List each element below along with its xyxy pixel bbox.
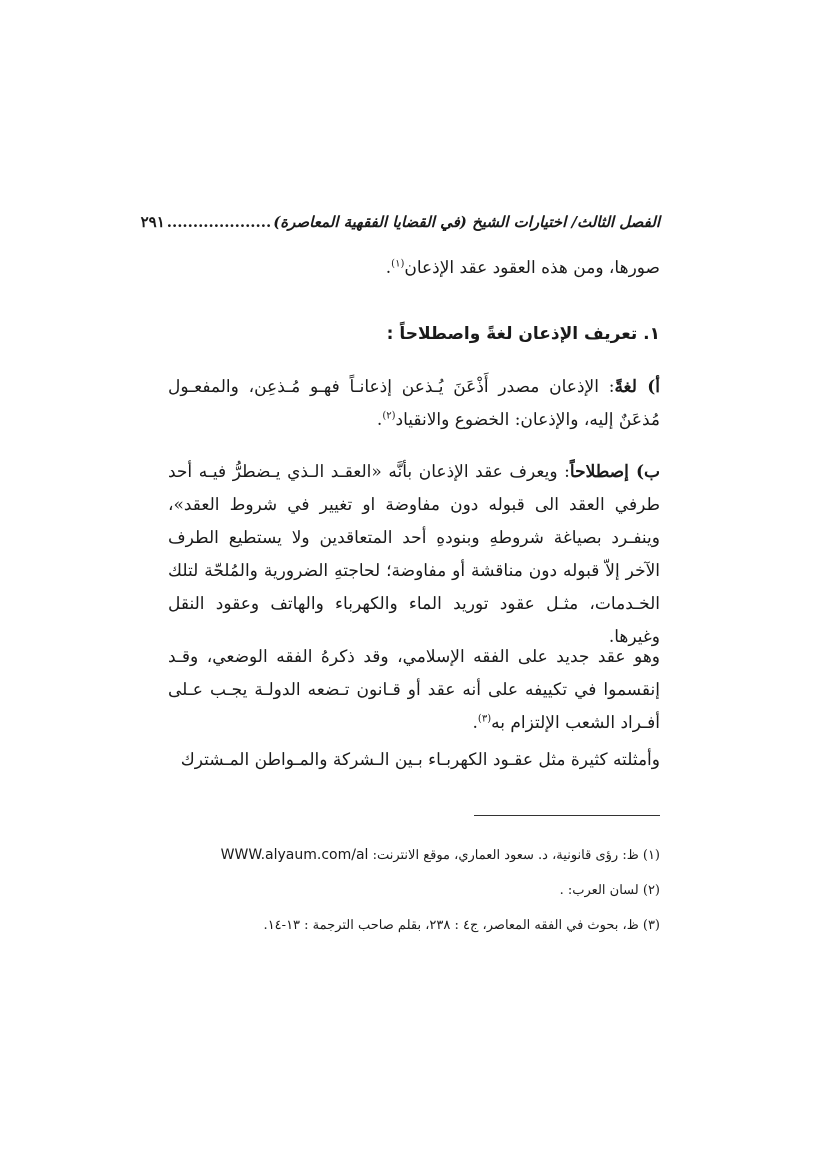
section-heading: ١. تعريف الإذعان لغةً واصطلاحاً : — [386, 324, 660, 344]
linguistic-end: . — [376, 410, 383, 430]
examples-text: وأمثلته كثيرة مثل عقـود الكهربـاء بـين الـشركة والمـواطن المـشترك — [180, 750, 660, 770]
examples-paragraph — [168, 744, 660, 777]
intro-paragraph — [168, 252, 660, 285]
running-header — [140, 213, 660, 231]
technical-text: : ويعرف عقد الإذعان بأنَّه «العقـد الـذي يـضطرُّ فيـه أحد طرفي العقد الى قبوله دون مفاوضة او تغيير في شروط العقد»، وينفـرد بصياغة شروطهِ وبنودهِ أحد المتعاقدين ولا يستطيع الطرف الآخر إلاّ قبوله دون مناقشة أو مفاوضة؛ لحاجتهِ الضرورية والمُلحّة لتلك الخـدمات، مثـل عقود توريد الماء والكهرباء والهاتف وعقود النقل وغيرها. — [168, 462, 660, 647]
footnote-1-text: (١) ظ: رؤى قانونية، د. سعود العماري، موقع الانترنت: — [368, 848, 660, 863]
footnotes — [168, 838, 660, 943]
linguistic-text: : الإذعان مصدر أَذْعَنَ يُـذعن إذعانـاً فهـو مُـذعِن، والمفعـول مُذعَنٌ إليه، والإذعان: الخضوع والانقياد — [168, 377, 660, 430]
technical-lead: ب) إصطلاحاً — [569, 462, 660, 482]
intro-text: صورها، ومن هذه العقود عقد الإذعان — [404, 258, 660, 278]
intro-end: . — [385, 258, 392, 278]
footnote-1-url[interactable]: WWW.alyaum.com/al — [220, 847, 369, 863]
linguistic-lead: أ) لغةً — [614, 377, 660, 397]
fiqh-text: وهو عقد جديد على الفقه الإسلامي، وقد ذكرهُ الفقه الوضعي، وقـد إنقسموا في تكييفه على أنه عقد أو قـانون تـضعه الدولـة يجـب عـلى أفـراد الشعب الإلتزام به — [168, 647, 660, 733]
footnote-3: (٣) ظ، بحوث في الفقه المعاصر، ج٤ : ٢٣٨، بقلم صاحب الترجمة : ١٣-١٤. — [263, 918, 660, 933]
footnote-1 — [168, 838, 660, 873]
header-leader-dots: .................... — [166, 213, 272, 231]
chapter-title: الفصل الثالث/ اختيارات الشيخ (في القضايا الفقهية المعاصرة) — [273, 213, 660, 231]
book-page — [140, 0, 660, 1169]
fiqh-paragraph — [168, 641, 660, 740]
page-number: ٢٩١ — [140, 213, 165, 231]
footnote-ref-3[interactable]: (٣) — [477, 713, 492, 725]
footnote-2: (٢) لسان العرب: . — [559, 883, 660, 898]
footnote-separator — [474, 815, 660, 816]
fiqh-end: . — [472, 713, 478, 733]
footnote-ref-2[interactable]: (٢) — [382, 410, 396, 422]
technical-definition-paragraph — [168, 456, 660, 654]
linguistic-definition-paragraph — [168, 371, 660, 437]
footnote-ref-1[interactable]: (١) — [391, 258, 405, 270]
